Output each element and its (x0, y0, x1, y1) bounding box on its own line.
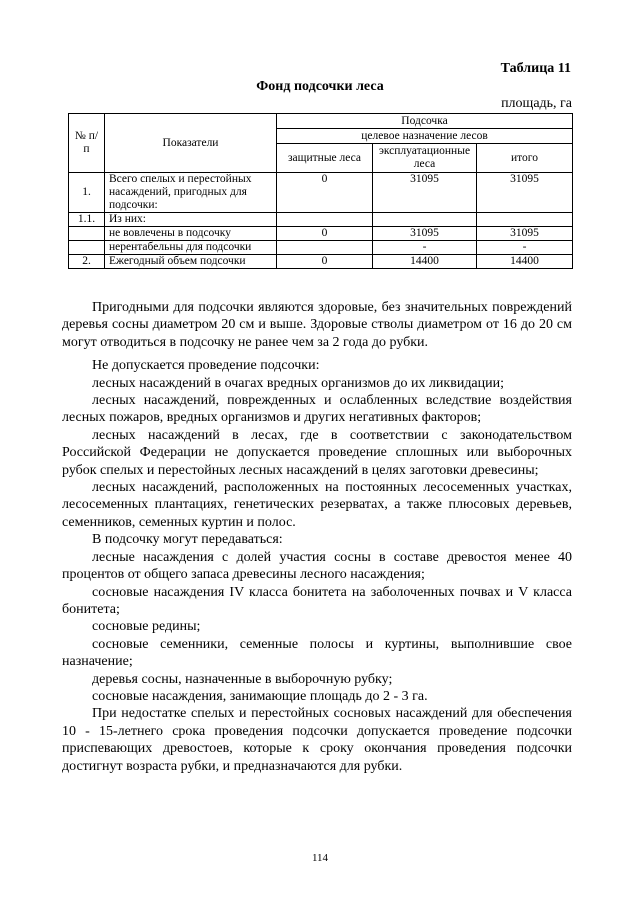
table-unit: площадь, га (501, 96, 572, 111)
col-header-indicator: Показатели (105, 114, 277, 173)
row-protective (277, 241, 373, 255)
paragraph: лесных насаждений в очагах вредных организмов до их ликвидации; (92, 375, 505, 391)
col-header-exploitation: эксплуатационные леса (373, 144, 477, 173)
row-total: 31095 (477, 227, 573, 241)
row-protective (277, 213, 373, 227)
paragraph: лесных насаждений, поврежденных и ослабленных вследствие воздействия лесных пожаров, вредных организмов и других негативных факторов; (62, 393, 572, 426)
row-total (477, 213, 573, 227)
table-row (69, 241, 573, 255)
row-label: не вовлечены в подсочку (105, 227, 277, 241)
row-exploitation: 31095 (373, 173, 477, 213)
paragraph: сосновые насаждения IV класса бонитета на заболоченных почвах и V класса бонитета; (62, 584, 572, 617)
col-header-num: № п/п (69, 114, 105, 173)
paragraph: При недостатке спелых и перестойных сосновых насаждений для обеспечения 10 - 15-летнего срока проведения подсочки допускается проведение подсочки приспевающих древостоев, которые к сроку окончания проведения подсочки достигнут возраста рубки, и предназначаются для рубки. (62, 706, 572, 774)
paragraph: лесных насаждений в лесах, где в соответствии с законодательством Российской Федерации не допускается проведение сплошных или выборочных рубок спелых и перестойных лесных насаждений в целях заготовки древесины; (62, 427, 572, 478)
row-num: 2. (69, 255, 105, 269)
table-title: Фонд подсочки леса (256, 79, 384, 94)
row-label: Ежегодный объем подсочки (105, 255, 277, 269)
col-header-protective: защитные леса (277, 144, 373, 173)
paragraph: Не допускается проведение подсочки: (92, 358, 320, 374)
paragraph: сосновые насаждения, занимающие площадь до 2 - 3 га. (92, 688, 428, 704)
row-num: 1. (69, 173, 105, 213)
row-protective: 0 (277, 173, 373, 213)
page-number: 114 (311, 852, 329, 864)
row-total: 31095 (477, 173, 573, 213)
col-header-total: итого (477, 144, 573, 173)
paragraph: Пригодными для подсочки являются здоровые, без значительных повреждений деревья сосны диаметром 20 см и выше. Здоровые стволы диаметром от 16 до 20 см могут отводиться в подсочку не ранее чем за 2 года до рубки. (62, 300, 572, 350)
row-total: 14400 (477, 255, 573, 269)
table-row (69, 227, 573, 241)
paragraph: деревья сосны, назначенные в выборочную рубку; (92, 671, 393, 687)
row-num (69, 241, 105, 255)
col-header-group: Подсочка (277, 114, 573, 129)
paragraph: В подсочку могут передаваться: (92, 532, 283, 548)
row-exploitation: 14400 (373, 255, 477, 269)
table-row (69, 255, 573, 269)
row-label: нерентабельны для подсочки (105, 241, 277, 255)
paragraph: лесные насаждения с долей участия сосны в составе древостоя менее 40 процентов от общего запаса древесины лесного насаждения; (62, 549, 572, 583)
paragraph: сосновые семенники, семенные полосы и куртины, выполнившие свое назначение; (62, 636, 572, 670)
table-number: Таблица 11 (500, 61, 571, 76)
row-label: Из них: (105, 213, 277, 227)
row-protective: 0 (277, 255, 373, 269)
paragraph: сосновые редины; (92, 619, 201, 635)
table-row (69, 213, 573, 227)
col-header-subgroup: целевое назначение лесов (277, 129, 573, 144)
row-exploitation: - (373, 241, 477, 255)
forest-tapping-table (68, 113, 573, 269)
row-exploitation: 31095 (373, 227, 477, 241)
paragraph: лесных насаждений, расположенных на постоянных лесосеменных участках, лесосеменных плантациях, генетических резерватах, а также плюсовых деревьев, семенников, семенных куртин и полос. (62, 480, 572, 530)
row-exploitation (373, 213, 477, 227)
row-protective: 0 (277, 227, 373, 241)
body-text (62, 299, 572, 775)
row-num: 1.1. (69, 213, 105, 227)
row-label: Всего спелых и перестойных насаждений, пригодных для подсочки: (105, 173, 277, 213)
table-row (69, 173, 573, 213)
row-num (69, 227, 105, 241)
row-total: - (477, 241, 573, 255)
